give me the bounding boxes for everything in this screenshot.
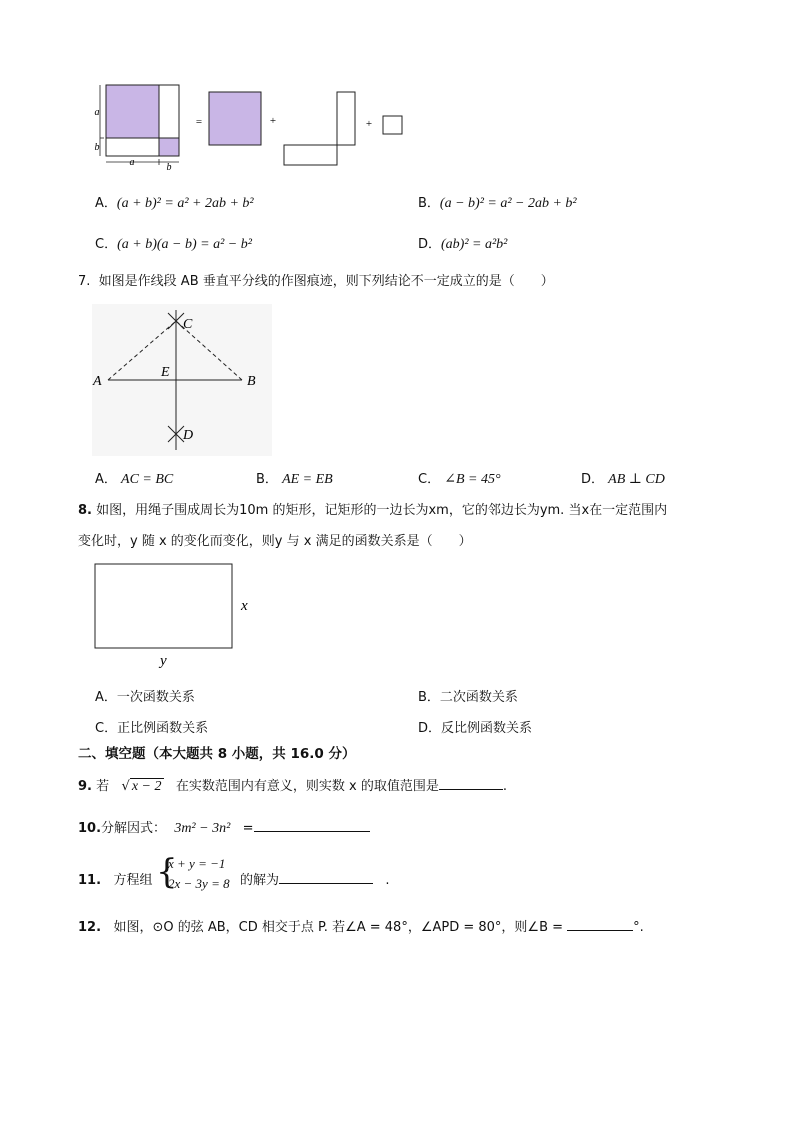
q11-suffix: 的解为 . [240,869,390,888]
fig6-equals: = [195,116,203,128]
q11-brace: { [156,852,178,892]
q6-option-a[interactable]: A．(a + b)² = a² + 2ab + b² [95,196,254,211]
q8-label-x: x [241,598,248,614]
section-title: 二、填空题（本大题共 8 小题，共 16.0 分） [78,746,356,762]
q9-number: 9. [78,779,92,794]
q7-label-c: C [183,317,193,332]
q8-stem-line1: 8. 如图，用绳子围成周长为10m 的矩形，记矩形的一边长为xm，它的邻边长为ym. 当x在一定范围内 [78,503,668,518]
q7-option-b[interactable]: B． AE = EB [256,472,333,487]
q7-label-a: A [93,374,102,389]
fig6-square-a2 [209,92,261,145]
fig6-diagram [92,82,422,172]
q7-label-b: B [247,374,256,389]
q12: 12. 如图，⊙O 的弦 AB，CD 相交于点 P. 若∠A = 48°，∠APD = 80°，则∠B = °. [78,916,644,935]
fig6-rect-right [159,85,179,138]
fig6-rect-horiz [284,145,337,165]
q10-answer-blank[interactable] [254,818,370,832]
q7-option-a[interactable]: A． AC = BC [95,472,174,487]
fig6-square-b2 [383,116,402,134]
q11-answer-blank[interactable] [279,870,373,884]
fig6-label-b-vert: b [94,142,100,153]
q8-option-d[interactable]: D．反比例函数关系 [418,721,533,736]
q12-answer-blank[interactable] [567,917,633,931]
q8-label-y: y [160,653,167,669]
fig6-label-b-horiz: b [166,162,172,172]
q7-option-d[interactable]: D． AB ⊥ CD [581,472,665,487]
q8-figure [92,562,262,670]
q12-number: 12. [78,920,102,935]
fig6-label-a-vert: a [94,107,100,118]
q8-option-b[interactable]: B．二次函数关系 [418,690,518,705]
q10-number: 10. [78,821,102,836]
q11-eq2: 2x − 3y = 8 [168,876,230,891]
q7-figure [92,304,272,456]
q8-option-c[interactable]: C．正比例函数关系 [95,721,209,736]
q6-option-b[interactable]: B．(a − b)² = a² − 2ab + b² [418,196,577,211]
q7-number: 7. [78,274,91,289]
q8-option-a[interactable]: A．一次函数关系 [95,690,195,705]
fig6-plus1: + [269,115,277,127]
q9-sqrt: √ x − 2 [121,779,162,794]
q7-option-c[interactable]: C． ∠B = 45° [418,472,501,487]
q8-number: 8. [78,503,92,518]
q10: 10.分解因式： 3m² − 3n² = [78,817,370,837]
fig6-rect-vert [337,92,355,145]
q7-label-e: E [161,365,170,380]
q7-stem: 7. 如图是作线段 AB 垂直平分线的作图痕迹，则下列结论不一定成立的是（ ） [78,274,554,289]
fig6-rect-bottom [106,138,159,156]
q7-label-d: D [183,428,194,443]
q6-option-c[interactable]: C．(a + b)(a − b) = a² − b² [95,237,252,252]
fig6-square-a [106,85,159,138]
q11-eq1: x + y = −1 [168,856,226,871]
q11-prefix: 11. 方程组 [78,873,153,888]
q8-rectangle [95,564,232,648]
fig6-plus2: + [365,118,373,130]
q9-answer-blank[interactable] [439,776,503,790]
q9: 9. 若 √ x − 2 在实数范围内有意义，则实数 x 的取值范围是 . [78,775,507,795]
fig6-label-a-horiz: a [129,157,135,168]
q8-stem-line2: 变化时，y 随 x 的变化而变化，则y 与 x 满足的函数关系是（ ） [78,534,472,549]
fig6-square-b [159,138,179,156]
q6-option-d[interactable]: D．(ab)² = a²b² [418,237,508,252]
q11-number: 11. [78,873,102,888]
